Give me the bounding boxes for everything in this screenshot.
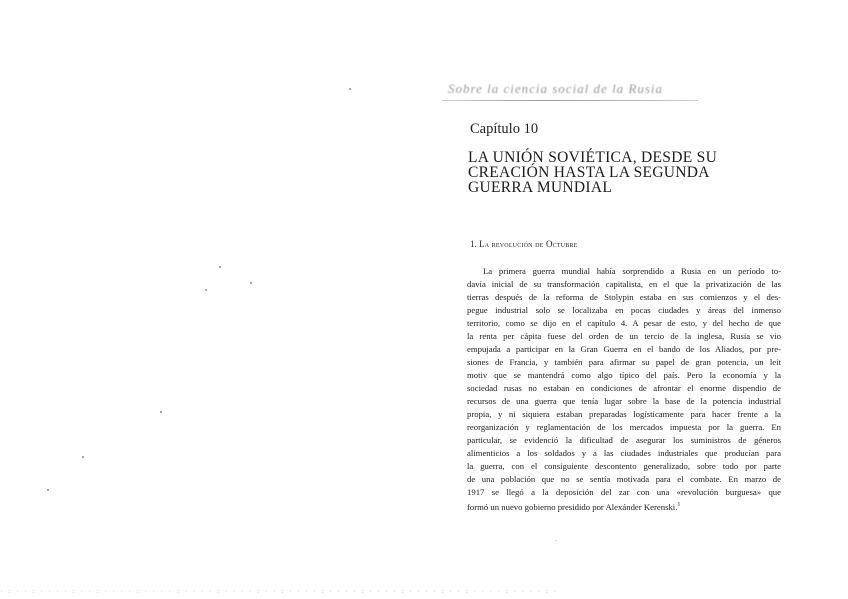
scan-edge-noise: · : · · : · · · · : · · : · · · · : · · · · : · · · · : · · · · : · · : · · · · : · · · · : · · · · : · · · · : · · : · · · · : · · · · : · — [0, 589, 558, 595]
paragraph-line: de una población que no se sentía motivada para el combate. En marzo de — [467, 474, 781, 484]
scan-speck — [219, 266, 221, 268]
chapter-number: Capítulo 10 — [470, 121, 539, 137]
paragraph-last-text: formó un nuevo gobierno presidido por Alexánder Kerenski. — [467, 501, 678, 512]
paragraph-line: recursos de una guerra que tenía lugar sobre la base de la potencia industrial — [467, 396, 781, 406]
scan-speck — [160, 411, 162, 413]
paragraph-line: La primera guerra mundial había sorprendido a Rusia en un período to- — [483, 266, 781, 276]
footnote-marker: 1 — [677, 502, 681, 508]
scan-speck — [349, 88, 351, 90]
paragraph-line: 1917 se llegó a la deposición del zar con una «revolución burguesa» que — [467, 487, 781, 497]
paragraph-line: territorio, como se dijo en el capítulo 4. A pesar de esto, y del hecho de que — [467, 318, 781, 328]
paragraph-line: reorganización y reglamentación de los mercados impuesta por la guerra. En — [467, 422, 781, 432]
paragraph-line: alimenticios a los soldados y a las ciudades industriales que producían para — [467, 448, 781, 458]
scan-speck — [250, 282, 252, 284]
scan-speck — [47, 489, 49, 491]
paragraph-line: tierras después de la reforma de Stolypin estaba en sus comienzos y el des- — [467, 292, 781, 302]
chapter-title-line: CREACIÓN HASTA LA SEGUNDA — [468, 164, 710, 181]
paragraph-line: davía inicial de su transformación capitalista, en el que la privatización de las — [467, 279, 781, 289]
section-number: 1. — [470, 239, 477, 249]
chapter-title — [468, 150, 768, 195]
paragraph-line: empujada a participar en la Gran Guerra en el bando de los Aliados, por pre- — [467, 344, 781, 354]
paragraph-line: particular, se evidenció la dificultad de asegurar los suministros de géneros — [467, 435, 781, 445]
scan-speck: · — [555, 537, 558, 545]
paragraph-line: siones de Francia, y también para afirmar su papel de gran potencia, un leit — [467, 357, 781, 367]
paragraph-line: motiv que se mantendrá como algo típico del país. Pero la economía y la — [467, 370, 781, 380]
paragraph-line — [467, 499, 781, 514]
paragraph-line: la renta per cápita fuese del orden de un tercio de la inglesa, Rusia se vio — [467, 331, 781, 341]
running-head: Sobre la ciencia social de la Rusia — [448, 81, 664, 96]
paragraph-line: propia, y ni siquiera estaban preparadas logísticamente para hacer frente a la — [467, 409, 781, 419]
chapter-paragraph — [467, 265, 781, 514]
section-heading — [470, 239, 578, 249]
section-title: La revolución de Octubre — [479, 239, 578, 249]
scan-speck — [82, 456, 84, 458]
scan-speck — [205, 289, 207, 291]
chapter-title-line: LA UNIÓN SOVIÉTICA, DESDE SU — [468, 149, 718, 166]
running-head-rule — [442, 100, 698, 101]
chapter-title-line: GUERRA MUNDIAL — [468, 179, 613, 196]
paragraph-line: la guerra, con el consiguiente descontento generalizado, sobre todo por parte — [467, 461, 781, 471]
paragraph-line: pegue industrial solo se localizaba en pocas ciudades y áreas del inmenso — [467, 305, 781, 315]
paragraph-line: sociedad rusas no estaban en condiciones de afrontar el enorme dispendio de — [467, 383, 781, 393]
